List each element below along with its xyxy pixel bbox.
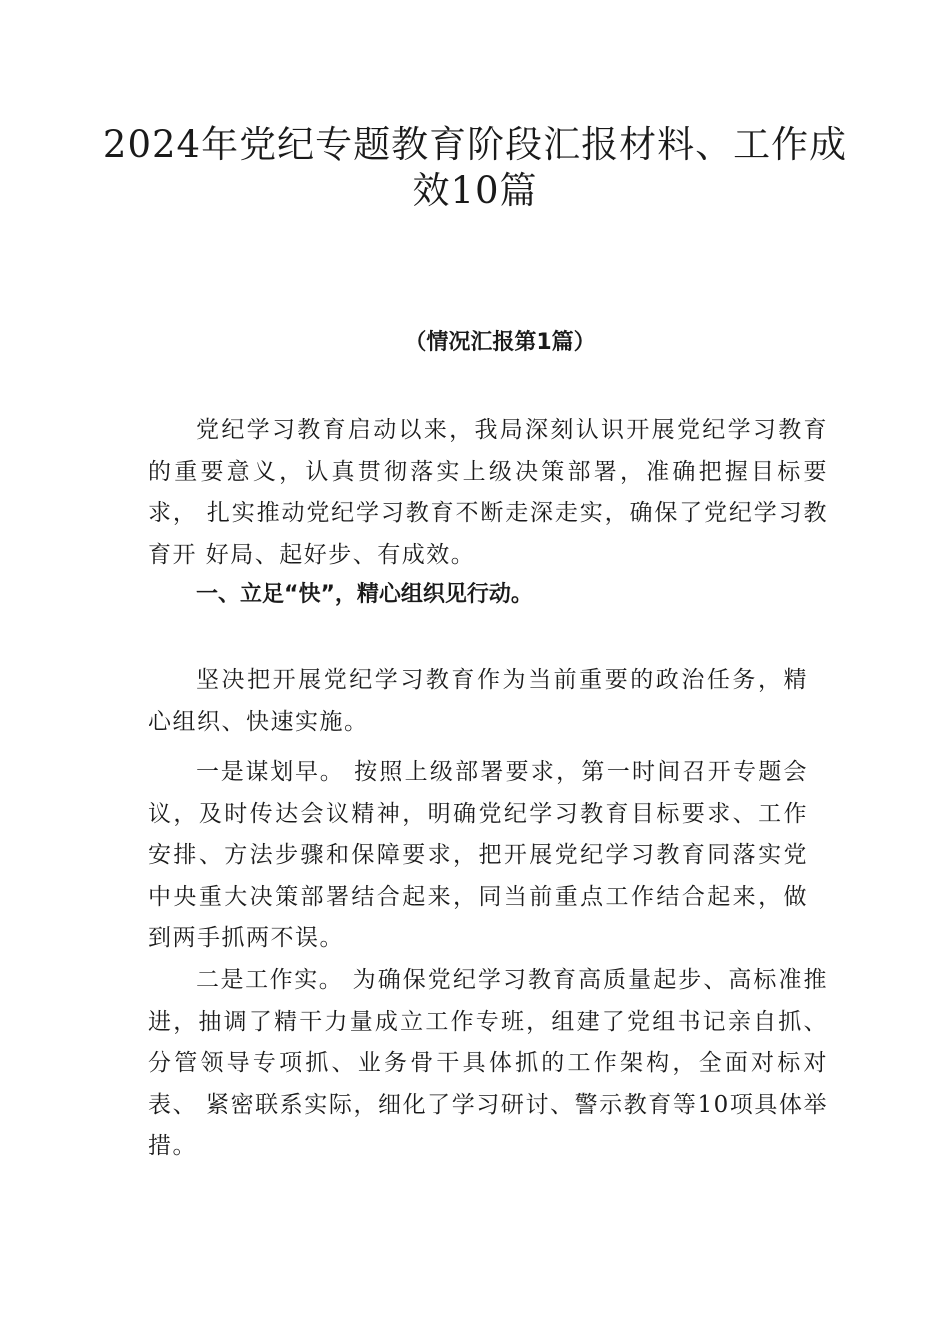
item-body-2: 为确保党纪学习教育高质量起步、高标准推进，抽调了精干力量成立工作专班，组建了党组书记亲自抓、 分管领导专项抓、业务骨干具体抓的工作架构，全面对标对表、 紧密联系实际，细化了学习研讨、警示教育等10项具体举措。 [148,967,829,1159]
item-body-1: 按照上级部署要求，第一时间召开专题会议，及时传达会议精神，明确党纪学习教育目标要求、工作安排、方法步骤和保障要求，把开展党纪学习教育同落实党中央重大决策部署结合起来，同当前重点工作结合起来，做到两手抓两不误。 [148,759,808,951]
item-paragraph-1 [148,752,808,960]
item-paragraph-2 [148,960,828,1168]
intro-paragraph: 党纪学习教育启动以来，我局深刻认识开展党纪学习教育的重要意义，认真贯彻落实上级决策部署，准确把握目标要求， 扎实推动党纪学习教育不断走深走实，确保了党纪学习教育开 好局、起好步、有成效。 [148,417,828,568]
document-subtitle: （情况汇报第1篇） [404,330,596,355]
item-lead-1: 一是谋划早。 [196,759,345,785]
item-lead-2: 二是工作实。 [196,967,344,993]
section-heading: 一、立足“快”，精心组织见行动。 [196,582,533,607]
document-title: 2024年党纪专题教育阶段汇报材料、工作成效10篇 [102,123,848,212]
section-body-paragraph: 坚决把开展党纪学习教育作为当前重要的政治任务，精心组织、快速实施。 [148,667,808,735]
